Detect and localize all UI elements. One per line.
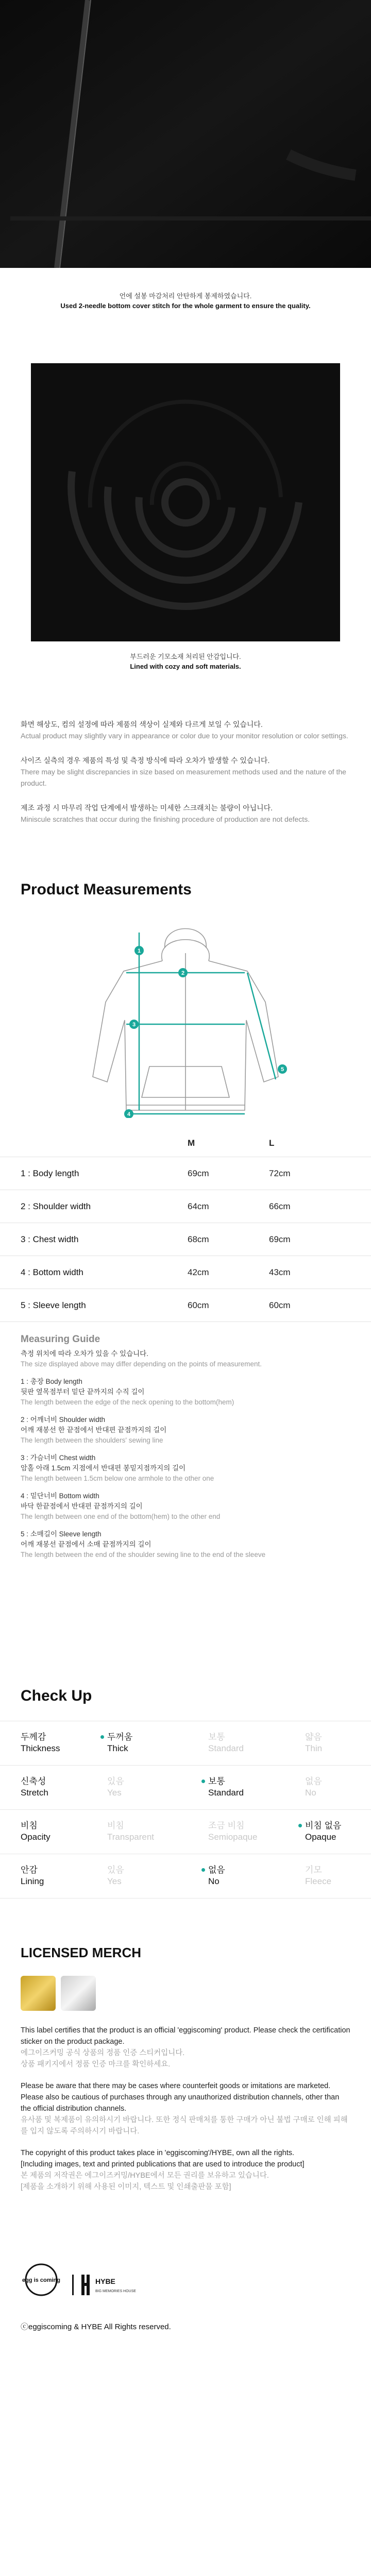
selected-dot-icon (298, 1824, 302, 1827)
merch-p3-en: The copyright of this product takes place in 'eggiscoming'/HYBE, own all the rights. (21, 2149, 295, 2157)
size-table-header (0, 1131, 371, 1157)
table-row (0, 1157, 371, 1190)
option-ko: 보통 (208, 1776, 225, 1786)
guide-item (21, 1529, 350, 1560)
option-ko: 조금 비침 (208, 1821, 245, 1831)
product-photo-zipper (0, 0, 371, 268)
guide-item-ko: 암홀 아래 1.5cm 지점에서 반대편 봉밑지점까지의 길이 (21, 1464, 186, 1472)
photo2-caption (0, 652, 371, 671)
option-en: Fleece (305, 1876, 332, 1886)
checkup-label-en: Opacity (21, 1832, 50, 1842)
guide-item-ko: 어깨 재봉선 끝점에서 소매 끝점까지의 길이 (21, 1540, 151, 1548)
guide-item-ko: 바닥 한끝점에서 반대편 끝점까지의 길이 (21, 1502, 143, 1510)
guide-item-ko: 어깨 재봉선 한 끝점에서 반대편 끝점까지의 길이 (21, 1426, 167, 1434)
note-size-en: There may be slight discrepancies in size based on measurement methods used and the nature of the product. (21, 768, 346, 787)
option-en: Thin (305, 1743, 323, 1753)
merch-p2-ko: 유사품 및 복제품이 유의하시기 바랍니다. 또한 정식 판매처를 통한 구매가 아닌 불법 구매로 인해 피해를 입지 않도록 주의하시기 바랍니다. (21, 2116, 348, 2136)
checkup-label (21, 1820, 50, 1843)
row-label: 4 : Bottom width (21, 1267, 83, 1277)
photo2-caption-ko: 부드러운 기모소재 처리된 안감입니다. (130, 653, 241, 660)
row-l: 66cm (269, 1201, 291, 1211)
checkup-title: Check Up (21, 1687, 92, 1704)
option-ko: 있음 (107, 1865, 124, 1875)
checkup-label-ko: 신축성 (21, 1776, 46, 1786)
checkup-label-ko: 안감 (21, 1865, 38, 1875)
guide-title: Measuring Guide (21, 1334, 100, 1345)
checkup-option (107, 1776, 124, 1799)
checkup-label-en: Lining (21, 1876, 44, 1886)
guide-item-ko: 뒷판 옆목점부터 밑단 끝까지의 수직 길이 (21, 1388, 145, 1396)
merch-p3-en2: [Including images, text and printed publications that are used to introduce the product] (21, 2160, 305, 2168)
row-label: 2 : Shoulder width (21, 1201, 91, 1211)
footer-logos (21, 2259, 206, 2308)
checkup-label-en: Thickness (21, 1743, 60, 1753)
checkup-table (0, 1721, 371, 1899)
checkup-label (21, 1776, 48, 1799)
row-label: 3 : Chest width (21, 1234, 79, 1244)
guide-item-en: The length between 1.5cm below one armhole to the other one (21, 1475, 214, 1482)
checkup-label (21, 1865, 44, 1887)
guide-item-title: 2 : 어깨너비 Shoulder width (21, 1416, 105, 1423)
option-en: Transparent (107, 1832, 155, 1842)
logo-left-text: egg is coming (22, 2277, 60, 2283)
note-color-en: Actual product may slightly vary in appearance or color due to your monitor resolution or color settings. (21, 732, 348, 740)
option-en: Thick (107, 1743, 128, 1753)
product-notes (21, 719, 350, 838)
logo-right-text: HYBE (95, 2277, 115, 2285)
marker-3-label: 3 (132, 1022, 136, 1028)
checkup-option (208, 1820, 257, 1843)
row-l: 43cm (269, 1267, 291, 1277)
table-row (0, 1223, 371, 1256)
selected-dot-icon (100, 1735, 104, 1739)
marker-4-label: 4 (127, 1111, 131, 1117)
option-en: Semiopaque (208, 1832, 258, 1842)
row-l: 72cm (269, 1168, 291, 1178)
guide-item-en: The length between the end of the shoulder sewing line to the end of the sleeve (21, 1551, 266, 1558)
merch-title: LICENSED MERCH (21, 1945, 142, 1960)
note-scratch-en: Miniscule scratches that occur during the finishing procedure of production are not defects. (21, 815, 310, 823)
guide-item (21, 1453, 350, 1484)
note-size (21, 755, 350, 789)
row-label: 1 : Body length (21, 1168, 79, 1178)
checkup-option (107, 1865, 124, 1887)
photo1-caption-ko: 언에 설봉 마감처리 안탄하게 봉제하였습니다. (119, 292, 252, 300)
guide-intro-ko: 측정 위치에 따라 오차가 있을 수 있습니다. (21, 1350, 148, 1358)
checkup-option-selected (208, 1865, 225, 1887)
table-row (0, 1289, 371, 1322)
merch-p3-ko1: 본 제품의 저작권은 에그이즈커밍/HYBE에서 모든 권리를 보유하고 있습니다. (21, 2172, 269, 2180)
note-color-ko: 화면 해상도, 컴의 설정에 따라 제품의 색상이 실제와 다르게 보일 수 있습니다. (21, 720, 263, 728)
checkup-label-ko: 두께감 (21, 1732, 46, 1742)
guide-item-title: 3 : 가슴너비 Chest width (21, 1454, 96, 1462)
marker-1-label: 1 (137, 948, 141, 954)
marker-2-label: 2 (181, 970, 185, 976)
guide-item-en: The length between the shoulders' sewing line (21, 1436, 163, 1444)
row-l: 60cm (269, 1300, 291, 1310)
note-color (21, 719, 350, 741)
guide-item-title: 1 : 총장 Body length (21, 1378, 82, 1385)
option-en: Yes (107, 1876, 122, 1886)
checkup-label-ko: 비침 (21, 1821, 38, 1831)
measuring-guide (21, 1334, 350, 1560)
row-m: 69cm (188, 1168, 209, 1178)
merch-p3-ko2: [제품을 소개하기 위해 사용된 이미지, 텍스트 및 인쇄출판물 포함] (21, 2183, 231, 2191)
note-scratch (21, 802, 350, 825)
hoodie-diagram (77, 912, 294, 1118)
guide-item-title: 5 : 소매길이 Sleeve length (21, 1530, 102, 1538)
copyright-text: ⓒeggiscoming & HYBE All Rights reserved. (21, 2323, 171, 2331)
note-size-ko: 사이즈 실측의 경우 제품의 특성 및 측정 방식에 따라 오차가 발생할 수 있습니다. (21, 756, 270, 765)
merch-text (21, 2025, 350, 2203)
license-sticker-gold-icon (21, 1976, 56, 2011)
option-ko: 비침 없음 (305, 1821, 342, 1831)
option-ko: 얇음 (305, 1732, 322, 1742)
logo-right-sub: BIG MEMORIES HOUSE (95, 2290, 136, 2293)
checkup-option-selected (305, 1820, 341, 1843)
checkup-option-selected (208, 1776, 244, 1799)
marker-5-label: 5 (280, 1066, 284, 1073)
guide-intro-en: The size displayed above may differ depending on the points of measurement. (21, 1360, 262, 1368)
option-en: No (305, 1788, 316, 1798)
row-m: 42cm (188, 1267, 209, 1277)
checkup-option-selected (107, 1732, 132, 1754)
merch-p1-ko1: 에그이즈커밍 공식 상품의 정품 인증 스티커입니다. (21, 2049, 185, 2057)
measurements-title: Product Measurements (21, 881, 192, 898)
photo1-caption (0, 291, 371, 311)
checkup-option (305, 1865, 331, 1887)
merch-p2-en: Please be aware that there may be cases where counterfeit goods or imitations are marketed. Please also be cautious of purchases through any unauthorized distribution channels, other than the official distribution channels. (21, 2082, 340, 2113)
photo2-caption-en: Lined with cozy and soft materials. (130, 663, 241, 670)
guide-item (21, 1415, 350, 1446)
selected-dot-icon (201, 1780, 205, 1783)
row-m: 60cm (188, 1300, 209, 1310)
option-en: Standard (208, 1743, 244, 1753)
checkup-option (305, 1732, 322, 1754)
checkup-row-thickness (0, 1721, 371, 1765)
option-ko: 없음 (305, 1776, 322, 1786)
checkup-option (305, 1776, 322, 1799)
checkup-row-lining (0, 1854, 371, 1899)
option-ko: 보통 (208, 1732, 225, 1742)
table-row (0, 1256, 371, 1289)
guide-item (21, 1491, 350, 1522)
checkup-row-opacity (0, 1809, 371, 1854)
option-ko: 없음 (208, 1865, 225, 1875)
hybe-logo (81, 2275, 136, 2295)
option-ko: 있음 (107, 1776, 124, 1786)
option-en: No (208, 1876, 220, 1886)
option-ko: 기모 (305, 1865, 322, 1875)
guide-item-en: The length between one end of the bottom(hem) to the other end (21, 1513, 221, 1520)
checkup-row-stretch (0, 1765, 371, 1809)
option-en: Opaque (305, 1832, 336, 1842)
row-m: 68cm (188, 1234, 209, 1244)
checkup-label (21, 1732, 60, 1754)
photo1-caption-en: Used 2-needle bottom cover stitch for the whole garment to ensure the quality. (60, 302, 311, 310)
size-table (0, 1131, 371, 1322)
checkup-option (208, 1732, 244, 1754)
option-en: Yes (107, 1788, 122, 1798)
note-scratch-ko: 제조 과정 시 마무리 작업 단계에서 발생하는 미세한 스크래치는 불량이 아닙니다. (21, 804, 273, 812)
guide-item-title: 4 : 밑단너비 Bottom width (21, 1492, 99, 1500)
guide-item-en: The length between the edge of the neck opening to the bottom(hem) (21, 1398, 234, 1406)
product-photo-lining (0, 363, 371, 641)
option-ko: 비침 (107, 1821, 124, 1831)
eggiscoming-logo (22, 2264, 60, 2295)
checkup-option (107, 1820, 154, 1843)
row-m: 64cm (188, 1201, 209, 1211)
table-row (0, 1190, 371, 1223)
selected-dot-icon (201, 1868, 205, 1872)
row-l: 69cm (269, 1234, 291, 1244)
row-label: 5 : Sleeve length (21, 1300, 86, 1310)
option-en: Standard (208, 1788, 244, 1798)
license-sticker-silver-icon (61, 1976, 96, 2011)
checkup-label-en: Stretch (21, 1788, 48, 1798)
col-l: L (269, 1138, 275, 1148)
col-m: M (188, 1138, 195, 1148)
merch-p1-en: This label certifies that the product is an official 'eggiscoming' product. Please check the certification sticker on the product package. (21, 2026, 350, 2046)
option-ko: 두꺼움 (107, 1732, 133, 1742)
guide-item (21, 1377, 350, 1408)
merch-p1-ko2: 상품 패키지에서 정품 인증 마크를 확인하세요. (21, 2060, 171, 2069)
